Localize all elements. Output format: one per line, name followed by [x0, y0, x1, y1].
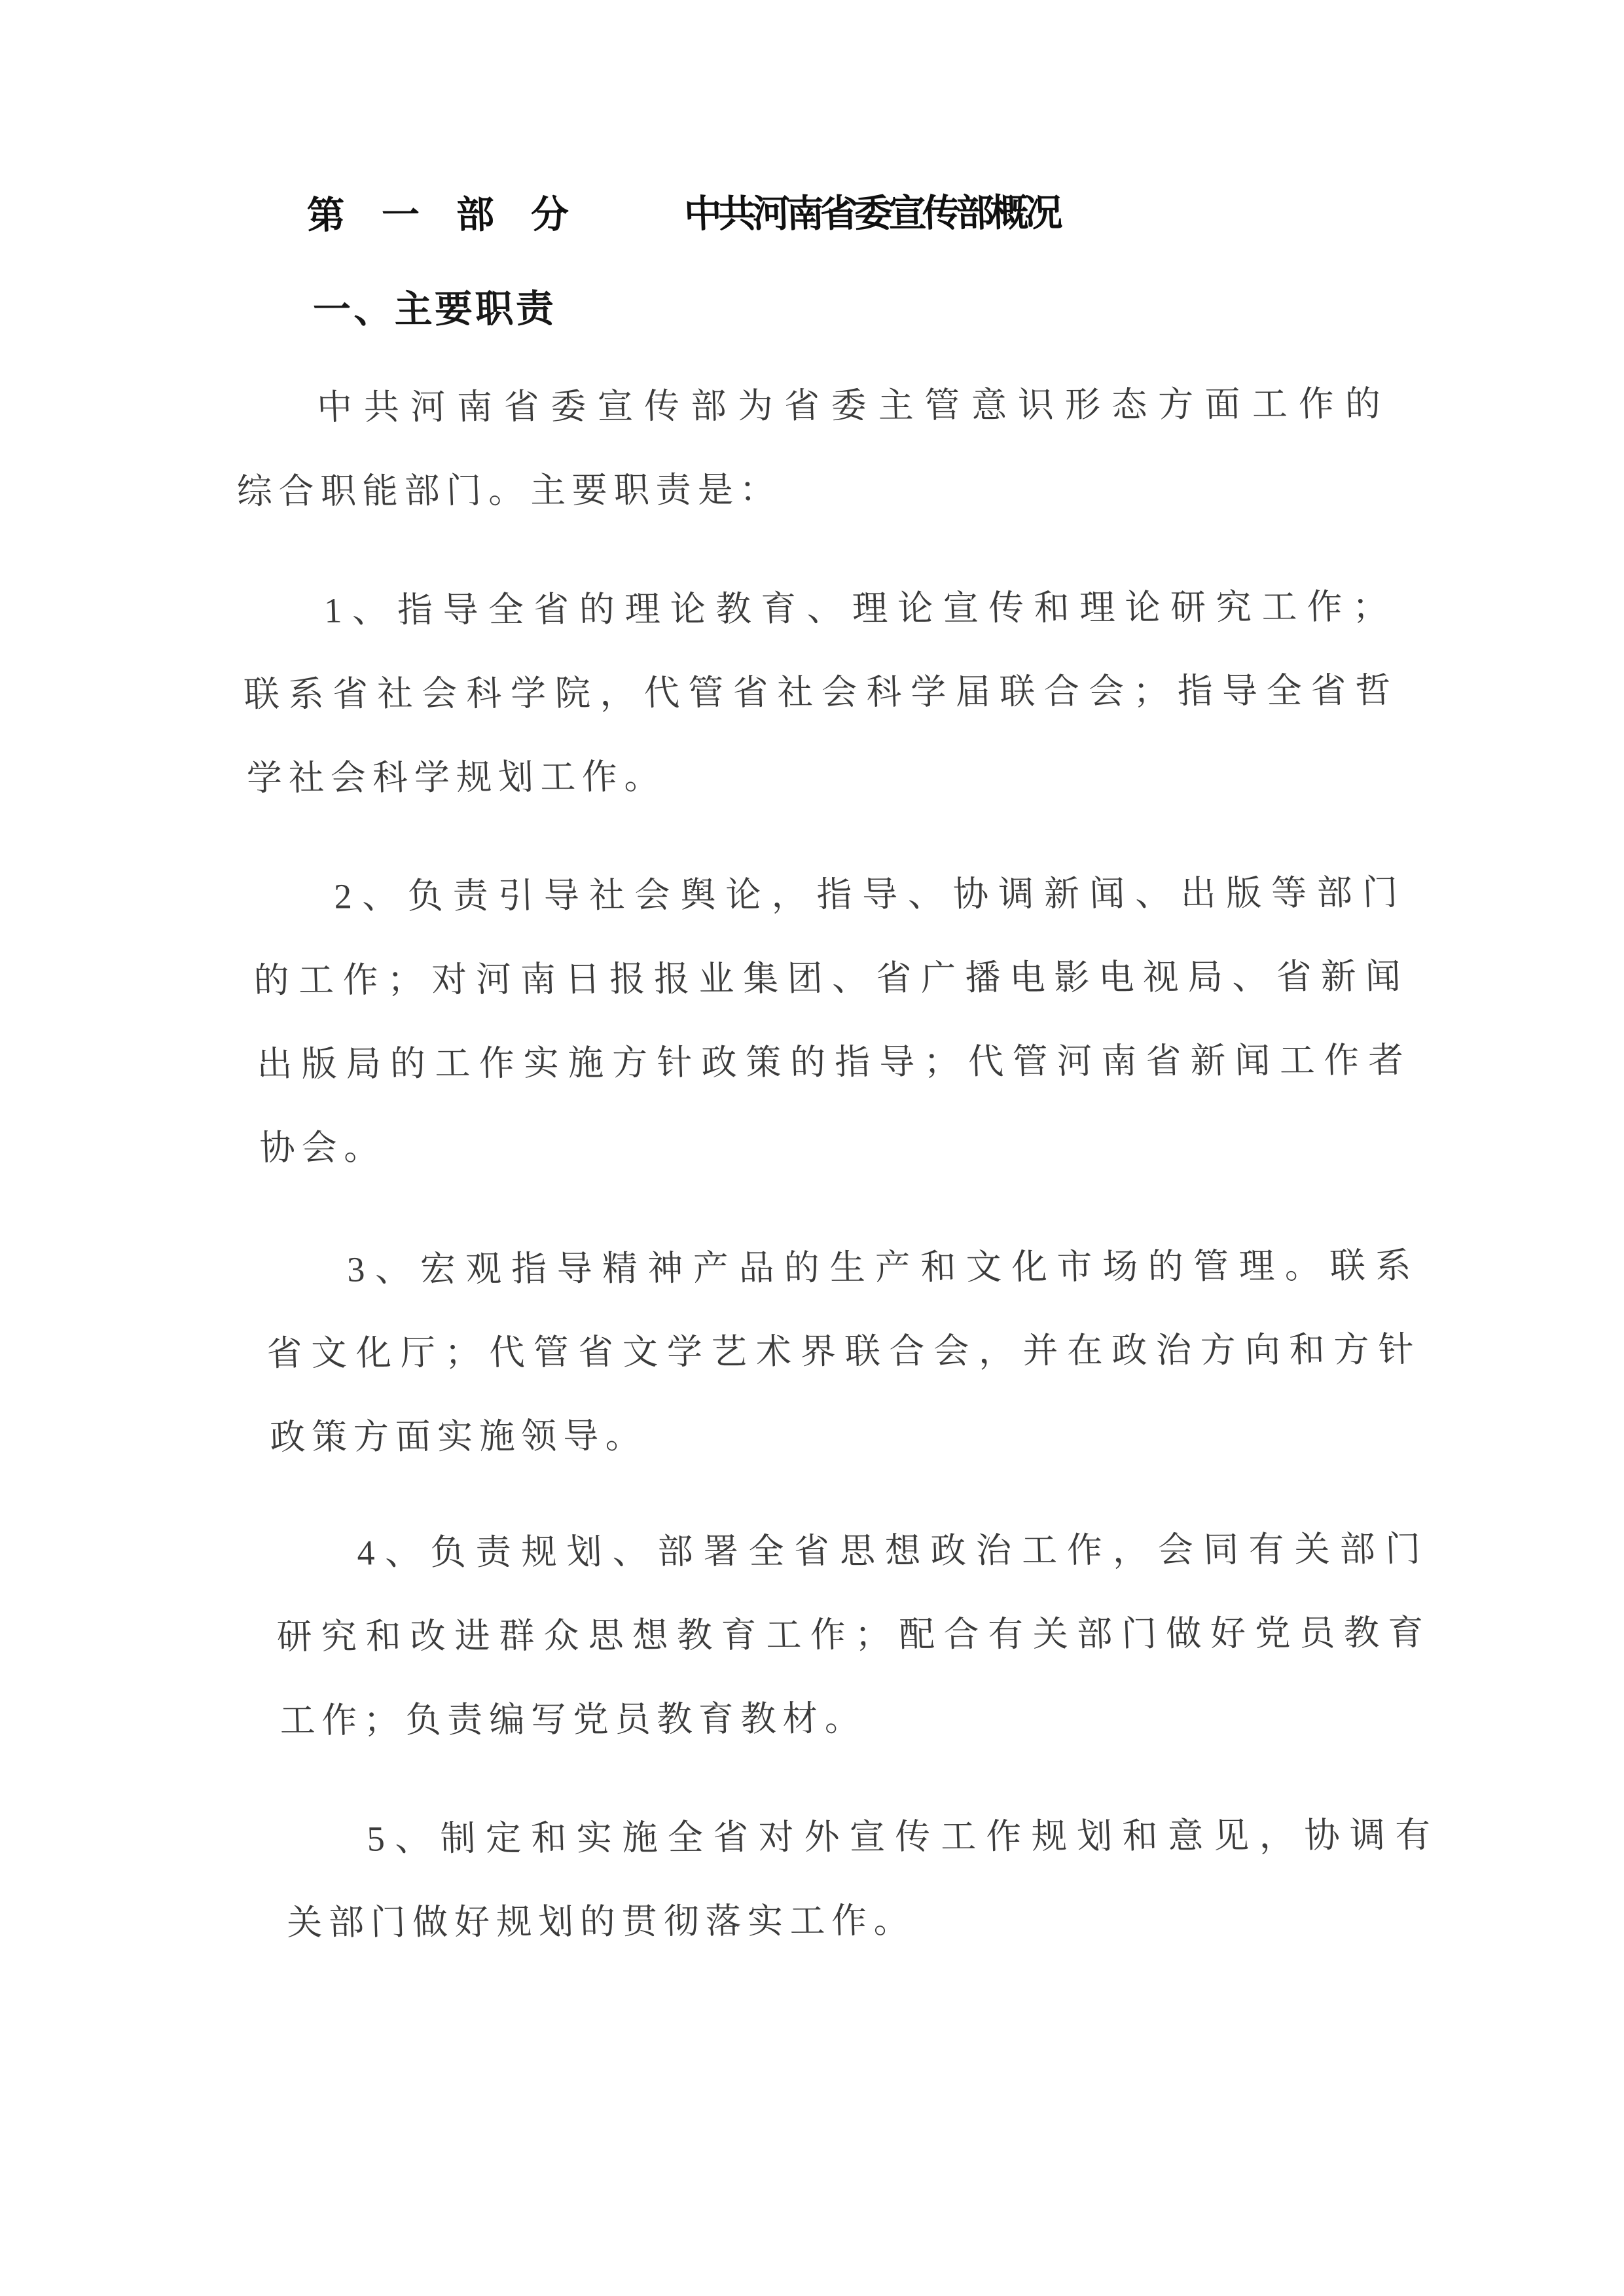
text-line: 2、负责引导社会舆论，指导、协调新闻、出版等部门: [333, 872, 1405, 916]
text-line: 5、制定和实施全省对外宣传工作规划和意见，协调有: [366, 1815, 1438, 1859]
text-line: 政策方面实施领导。: [269, 1416, 648, 1457]
document-title: [226, 189, 1381, 239]
paragraph-intro: [232, 362, 1392, 533]
text-line: 省文化厅；代管省文学艺术界联合会，并在政治方向和方针: [266, 1329, 1421, 1374]
paragraph-item-5: [282, 1793, 1441, 1965]
text-line: 协会。: [259, 1128, 386, 1168]
paragraph-item-1: [240, 565, 1401, 820]
text-line: 1、指导全省的理论教育、理论宣传和理论研究工作；: [323, 586, 1396, 630]
text-line: 联系省社会科学院，代管省社会科学届联合会；指导全省哲: [243, 670, 1398, 715]
section-heading: 一、主要职责: [312, 287, 558, 331]
text-line: 综合职能部门。主要职责是：: [236, 470, 782, 512]
text-line: 学社会科学规划工作。: [246, 757, 667, 798]
text-line: 研究和改进群众思想教育工作；配合有关部门做好党员教育: [276, 1613, 1431, 1657]
text-line: 出版局的工作实施方针政策的指导；代管河南省新闻工作者: [256, 1040, 1411, 1085]
text-line: 关部门做好规划的贯彻落实工作。: [286, 1901, 916, 1943]
paragraph-item-4: [272, 1507, 1434, 1763]
title-text: 中共河南省委宣传部概况: [683, 191, 1060, 236]
paragraph-item-3: [262, 1224, 1424, 1479]
title-part-label: 第一部分: [306, 193, 607, 237]
text-line: 3、宏观指导精神产品的生产和文化市场的管理。联系: [346, 1246, 1418, 1289]
text-line: 4、负责规划、部署全省思想政治工作，会同有关部门: [356, 1529, 1428, 1573]
text-line: 的工作；对河南日报报业集团、省广播电影电视局、省新闻: [253, 956, 1408, 1001]
text-line: 中共河南省委宣传部为省委主管意识形态方面工作的: [316, 384, 1388, 427]
paragraph-item-2: [249, 851, 1415, 1190]
document-text-column: [220, 0, 1442, 1965]
text-line: 工作；负责编写党员教育教材。: [279, 1698, 867, 1740]
